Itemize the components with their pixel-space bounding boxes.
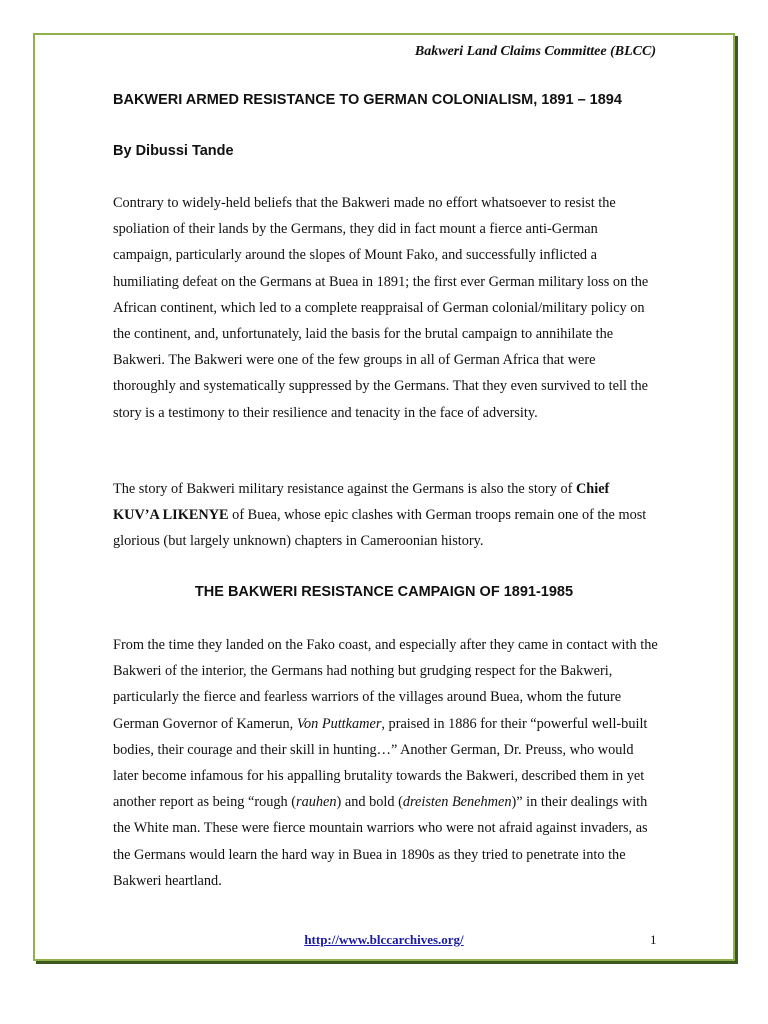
german-term-rauhen: rauhen bbox=[296, 794, 337, 811]
page-number: 1 bbox=[650, 932, 657, 947]
chief-name: Chief KUV’A LIKENYE bbox=[113, 481, 610, 524]
paragraph-campaign bbox=[113, 632, 658, 894]
governor-name: Von Puttkamer bbox=[296, 715, 382, 732]
document-title: BAKWERI ARMED RESISTANCE TO GERMAN COLONIALISM, 1891 – 1894 bbox=[113, 92, 622, 108]
paragraph-chief-text-after: of Buea, whose epic clashes with German troops remain one of the most glorious (but largely unknown) chapters in Cameroonian history. bbox=[113, 507, 647, 550]
paragraph-campaign-part2: , praised in 1886 for their “powerful well-built bodies, their courage and their skill in hunting…” Another German, Dr. Preuss, who would later become infamous for his appalling brutality towards the Bakweri, described them in yet another report as being “rough ( bbox=[113, 715, 648, 811]
paragraph-campaign-part4: )” in their dealings with the White man. These were fierce mountain warriors who were not afraid against invaders, as the Germans would learn the hard way in Buea in 1890s as they tried to penetrate into the Bakweri heartland. bbox=[113, 794, 648, 889]
byline: By Dibussi Tande bbox=[113, 143, 234, 159]
paragraph-campaign-part3: ) and bold ( bbox=[336, 794, 403, 811]
section-heading: THE BAKWERI RESISTANCE CAMPAIGN OF 1891-1985 bbox=[194, 584, 574, 600]
paragraph-campaign-part1: From the time they landed on the Fako coast, and especially after they came in contact with the Bakweri of the interior, the Germans had nothing but grudging respect for the Bakweri, particularly the fierce and fearless warriors of the villages around Buea, whom the future German Governor of Kamerun, bbox=[113, 637, 658, 732]
paragraph-intro: Contrary to widely-held beliefs that the Bakweri made no effort whatsoever to resist the spoliation of their lands by the Germans, they did in fact mount a fierce anti-German campaign, particularly around the slopes of Mount Fako, and successfully inflicted a humiliating defeat on the Germans at Buea in 1891; the first ever German military loss on the African continent, which led to a complete reappraisal of German colonial/military policy on the continent, and, unfortunately, laid the basis for the brutal campaign to annihilate the Bakweri. The Bakweri were one of the few groups in all of German Africa that were thoroughly and systematically suppressed by the Germans. That they even survived to tell the story is a testimony to their resilience and tenacity in the face of adversity. bbox=[113, 195, 649, 421]
german-term-dreisten: dreisten Benehmen bbox=[402, 794, 512, 811]
paragraph-chief-text-before: The story of Bakweri military resistance against the Germans is also the story of bbox=[113, 481, 576, 497]
footer-link[interactable]: http://www.blccarchives.org/ bbox=[304, 932, 464, 947]
paragraph-chief bbox=[113, 476, 658, 555]
header-title: Bakweri Land Claims Committee (BLCC) bbox=[414, 44, 656, 59]
